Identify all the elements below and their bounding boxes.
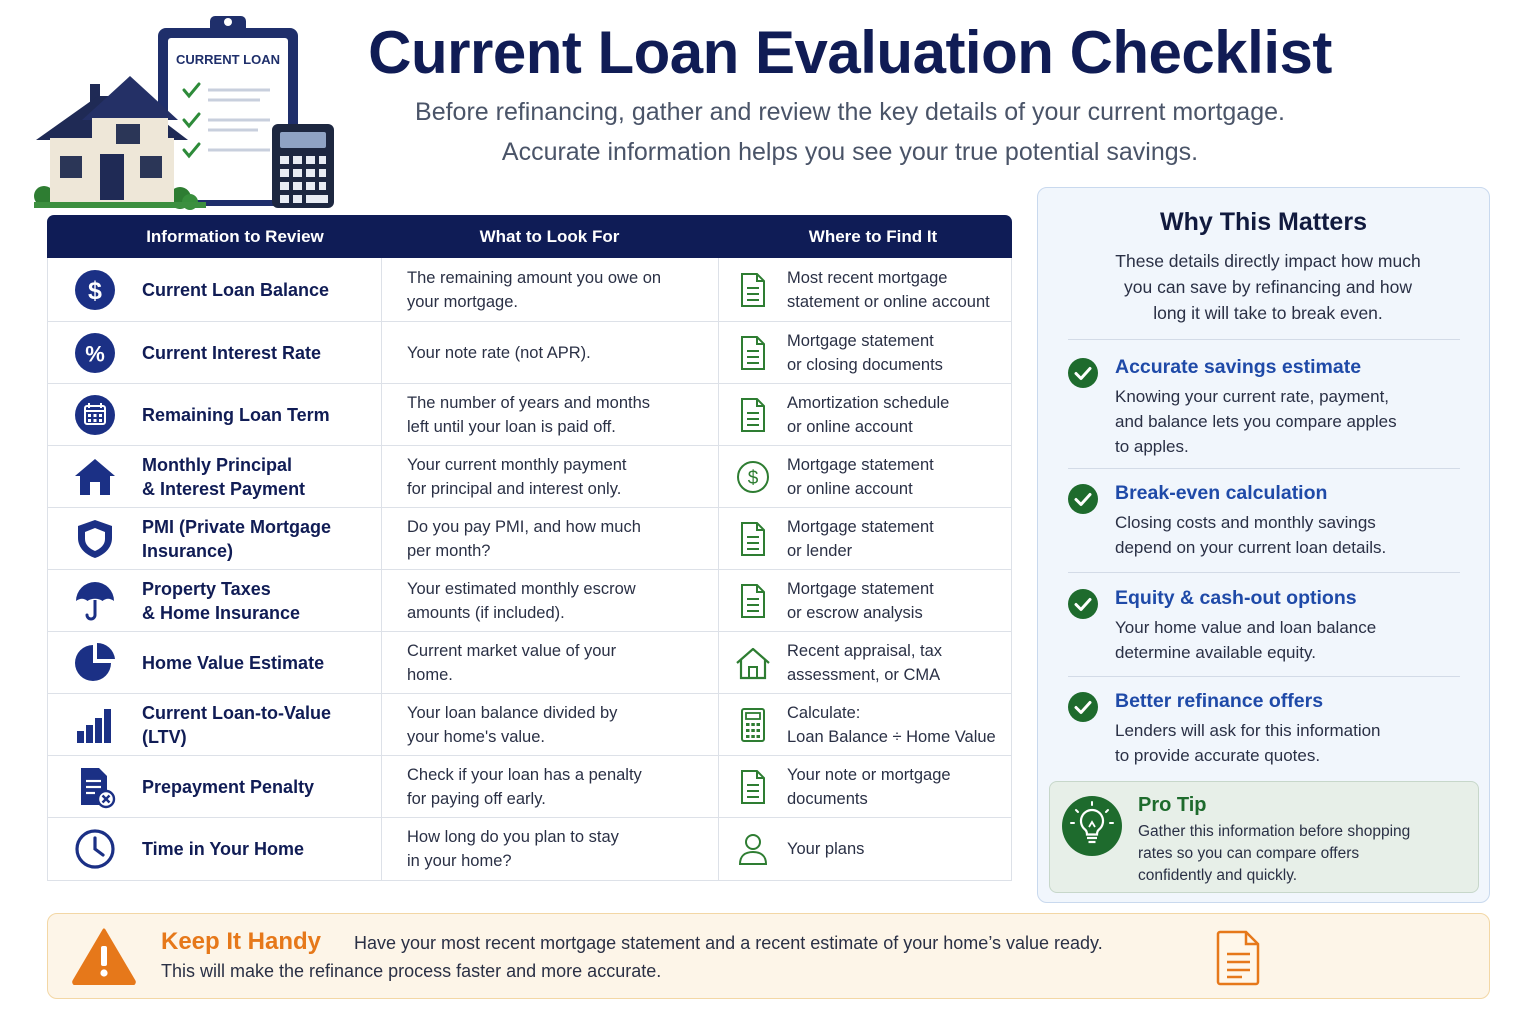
benefit-heading: Accurate savings estimate bbox=[1115, 356, 1362, 378]
cell-where-to-find bbox=[719, 632, 1011, 693]
table-row bbox=[47, 694, 1012, 756]
table-row bbox=[47, 756, 1012, 818]
cell-what-to-look-for bbox=[382, 818, 719, 880]
table-row bbox=[47, 508, 1012, 570]
cell-where-to-find bbox=[719, 446, 1011, 507]
cell-where-to-find bbox=[719, 322, 1011, 383]
calendar-circle-icon bbox=[48, 393, 142, 437]
person-icon bbox=[719, 827, 787, 871]
panel-divider bbox=[1068, 572, 1460, 573]
benefit-body: Lenders will ask for this information to provide accurate quotes. bbox=[1115, 721, 1381, 765]
panel-divider bbox=[1068, 468, 1460, 469]
cell-information bbox=[48, 446, 382, 507]
keep-it-handy-line-1: Have your most recent mortgage statement and a recent estimate of your home’s value ready. bbox=[354, 933, 1103, 953]
document-icon bbox=[719, 765, 787, 809]
cell-information bbox=[48, 508, 382, 569]
document-icon bbox=[719, 579, 787, 623]
benefit-heading: Equity & cash-out options bbox=[1115, 587, 1357, 609]
benefit-heading: Break-even calculation bbox=[1115, 482, 1328, 504]
cell-what-to-look-for bbox=[382, 756, 719, 817]
source-text: Mortgage statement or online account bbox=[787, 455, 934, 498]
svg-text:$: $ bbox=[747, 467, 759, 489]
row-label: Home Value Estimate bbox=[142, 652, 325, 673]
cell-where-to-find bbox=[719, 756, 1011, 817]
source-text: Most recent mortgage statement or online account bbox=[787, 268, 990, 311]
table-row bbox=[47, 570, 1012, 632]
row-label: Time in Your Home bbox=[142, 839, 305, 859]
cell-information bbox=[48, 818, 382, 880]
document-x-icon bbox=[48, 765, 142, 809]
benefit-body: Closing costs and monthly savings depend on your current loan details. bbox=[1115, 513, 1387, 557]
pie-chart-icon bbox=[48, 641, 142, 685]
look-for-text: Do you pay PMI, and how much per month? bbox=[407, 517, 641, 560]
panel-intro: These details directly impact how much you can save by refinancing and how long it will take to break even. bbox=[1115, 251, 1421, 323]
cell-information bbox=[48, 322, 382, 383]
cell-where-to-find bbox=[719, 694, 1011, 755]
cell-information bbox=[48, 756, 382, 817]
cell-information bbox=[48, 694, 382, 755]
source-text: Recent appraisal, tax assessment, or CMA bbox=[787, 641, 943, 684]
panel-divider bbox=[1068, 676, 1460, 677]
cell-where-to-find bbox=[719, 258, 1011, 321]
look-for-text: Your note rate (not APR). bbox=[407, 343, 591, 362]
look-for-text: Your loan balance divided by your home's value. bbox=[407, 703, 618, 746]
svg-text:%: % bbox=[85, 341, 105, 366]
document-icon bbox=[719, 517, 787, 561]
table-header bbox=[47, 215, 1012, 258]
source-text: Your plans bbox=[787, 840, 865, 858]
cell-what-to-look-for bbox=[382, 258, 719, 321]
pro-tip-body: Gather this information before shopping rates so you can compare offers confidently and quickly. bbox=[1138, 823, 1411, 884]
keep-it-handy-banner bbox=[47, 913, 1490, 999]
keep-it-handy-line-2: This will make the refinance process faster and more accurate. bbox=[161, 961, 662, 981]
dollar-circle-icon bbox=[48, 268, 142, 312]
row-label: Monthly Principal & Interest Payment bbox=[142, 454, 306, 499]
row-label: Current Interest Rate bbox=[142, 342, 322, 363]
source-text: Mortgage statement or lender bbox=[787, 517, 934, 560]
cell-information bbox=[48, 258, 382, 321]
cell-what-to-look-for bbox=[382, 508, 719, 569]
shield-icon bbox=[48, 517, 142, 561]
checklist-table bbox=[47, 215, 1012, 881]
cell-what-to-look-for bbox=[382, 632, 719, 693]
subtitle-line-2: Accurate information helps you see your true potential savings. bbox=[501, 138, 1199, 166]
calculator-icon bbox=[719, 703, 787, 747]
row-label: Current Loan-to-Value (LTV) bbox=[142, 702, 332, 747]
house-clipboard-illustration bbox=[30, 12, 342, 212]
table-row bbox=[47, 446, 1012, 508]
table-row bbox=[47, 632, 1012, 694]
page-title: Current Loan Evaluation Checklist bbox=[368, 19, 1332, 86]
source-text: Mortgage statement or closing documents bbox=[787, 331, 943, 374]
percent-circle-icon bbox=[48, 331, 142, 375]
bar-chart-icon bbox=[48, 703, 142, 747]
check-circle-icon bbox=[1068, 589, 1098, 619]
dollar-outline-icon bbox=[719, 455, 787, 499]
cell-what-to-look-for bbox=[382, 694, 719, 755]
cell-where-to-find bbox=[719, 570, 1011, 631]
document-icon bbox=[719, 393, 787, 437]
cell-what-to-look-for bbox=[382, 322, 719, 383]
column-header-where-to-find: Where to Find It bbox=[808, 226, 938, 246]
table-row bbox=[47, 384, 1012, 446]
row-label: Prepayment Penalty bbox=[142, 776, 315, 797]
row-label: Current Loan Balance bbox=[142, 279, 330, 300]
pro-tip-heading: Pro Tip bbox=[1138, 794, 1207, 816]
check-circle-icon bbox=[1068, 358, 1098, 388]
keep-it-handy-heading: Keep It Handy bbox=[161, 928, 322, 955]
cell-information bbox=[48, 632, 382, 693]
check-circle-icon bbox=[1068, 692, 1098, 722]
look-for-text: How long do you plan to stay in your home? bbox=[407, 828, 619, 870]
svg-text:$: $ bbox=[88, 276, 102, 305]
clipboard-label: CURRENT LOAN bbox=[176, 52, 280, 67]
document-icon bbox=[719, 331, 787, 375]
panel-divider bbox=[1068, 339, 1460, 340]
pro-tip-box bbox=[1049, 781, 1479, 893]
cell-where-to-find bbox=[719, 384, 1011, 445]
cell-what-to-look-for bbox=[382, 446, 719, 507]
cell-information bbox=[48, 384, 382, 445]
cell-what-to-look-for bbox=[382, 384, 719, 445]
clock-icon bbox=[48, 827, 142, 871]
source-text: Calculate: Loan Balance ÷ Home Value bbox=[787, 703, 996, 746]
house-icon bbox=[48, 455, 142, 499]
document-icon bbox=[719, 268, 787, 312]
benefit-heading: Better refinance offers bbox=[1115, 690, 1324, 712]
look-for-text: Check if your loan has a penalty for paying off early. bbox=[407, 765, 642, 808]
cell-what-to-look-for bbox=[382, 570, 719, 631]
cell-information bbox=[48, 570, 382, 631]
benefit-body: Your home value and loan balance determine available equity. bbox=[1115, 618, 1377, 662]
table-row bbox=[47, 818, 1012, 881]
column-header-information: Information to Review bbox=[146, 226, 324, 246]
source-text: Amortization schedule or online account bbox=[787, 393, 950, 436]
source-text: Mortgage statement or escrow analysis bbox=[787, 579, 934, 622]
look-for-text: The remaining amount you owe on your mortgage. bbox=[407, 268, 662, 311]
benefit-body: Knowing your current rate, payment, and balance lets you compare apples to apples. bbox=[1115, 387, 1397, 456]
cell-where-to-find bbox=[719, 508, 1011, 569]
row-label: PMI (Private Mortgage Insurance) bbox=[142, 516, 332, 561]
warning-icon bbox=[72, 927, 136, 985]
table-row bbox=[47, 322, 1012, 384]
look-for-text: The number of years and months left until your loan is paid off. bbox=[407, 393, 651, 436]
house-outline-icon bbox=[719, 641, 787, 685]
look-for-text: Current market value of your home. bbox=[407, 641, 617, 684]
row-label: Remaining Loan Term bbox=[142, 404, 330, 425]
table-body bbox=[47, 258, 1012, 881]
lightbulb-icon bbox=[1062, 796, 1122, 856]
source-text: Your note or mortgage documents bbox=[787, 765, 951, 808]
column-header-what-to-look-for: What to Look For bbox=[479, 226, 620, 246]
row-label: Property Taxes & Home Insurance bbox=[142, 578, 301, 623]
look-for-text: Your estimated monthly escrow amounts (if included). bbox=[407, 579, 636, 622]
why-this-matters-panel bbox=[1037, 187, 1490, 903]
subtitle-line-1: Before refinancing, gather and review the key details of your current mortgage. bbox=[415, 98, 1285, 126]
check-circle-icon bbox=[1068, 484, 1098, 514]
cell-where-to-find bbox=[719, 818, 1011, 880]
look-for-text: Your current monthly payment for principal and interest only. bbox=[407, 455, 627, 498]
document-icon bbox=[1216, 930, 1262, 986]
panel-title: Why This Matters bbox=[1160, 208, 1367, 236]
umbrella-icon bbox=[48, 579, 142, 623]
table-row bbox=[47, 258, 1012, 322]
